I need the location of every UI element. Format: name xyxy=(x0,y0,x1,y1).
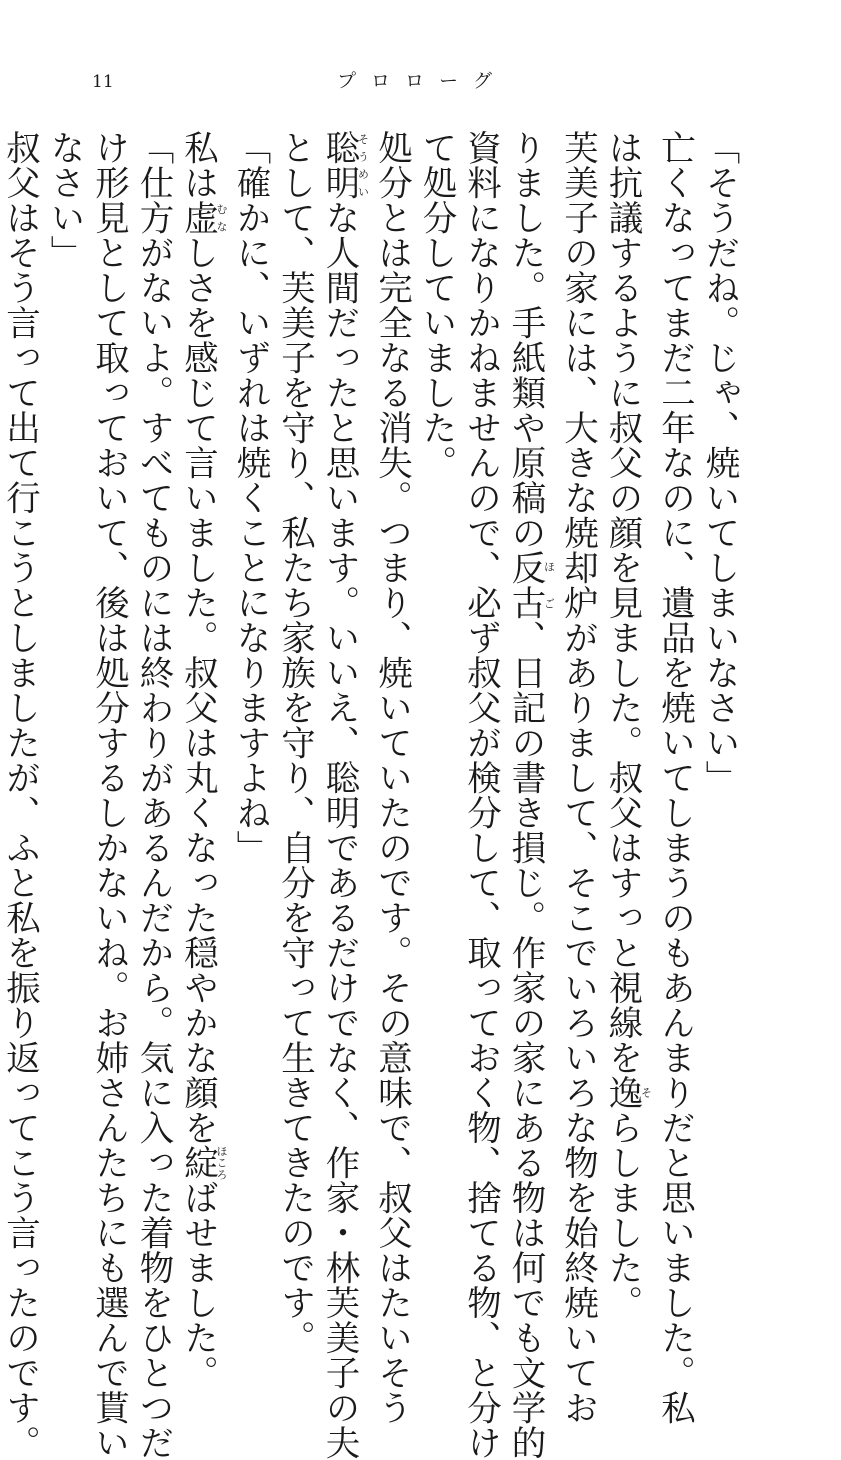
text-column: て処分していました。 xyxy=(416,130,456,480)
text-column: け形見として取っておいて、後は処分するしかないね。お姉さんたちにも選んで貰い xyxy=(88,130,129,1460)
text-column: として、芙美子を守り、私たち家族を守り、自分を守って生きてきたのです。 xyxy=(274,130,315,1355)
text-column: 芙美子の家には、大きな焼却炉がありまして、そこでいろいろな物を始終焼いてお xyxy=(557,130,598,1425)
running-head: プロローグ xyxy=(337,70,508,92)
text-column: 処分とは完全なる消失。つまり、焼いていたのです。その意味で、叔父はたいそう xyxy=(371,130,412,1425)
ruby-reading: ほころ xyxy=(215,1145,228,1180)
text-column: りました。手紙類や原稿の反古ほご、日記の書き損じ。作家の家にある物は何でも文学的 xyxy=(505,130,556,1460)
body-text xyxy=(0,130,741,1460)
ruby-reading: むな xyxy=(215,200,228,235)
ruby-reading: ほご xyxy=(542,550,556,620)
text-column: 資料になりかねませんので、必ず叔父が検分して、取っておく物、捨てる物、と分け xyxy=(460,130,501,1460)
text-column: 聡明そうめいな人間だったと思います。いいえ、聡明であるだけでなく、作家・林芙美子の夫 xyxy=(319,130,370,1460)
text-column: は抗議するように叔父の顔を見ました。叔父はすっと視線を逸そらしました。 xyxy=(602,130,653,1320)
ruby-reading: そうめい xyxy=(356,130,370,200)
text-column: 「確かに、いずれは焼くことになりますよね」 xyxy=(230,130,270,865)
text-column: なさい」 xyxy=(44,130,84,270)
page-number: 11 xyxy=(92,72,114,92)
text-column: 私は虚むなしさを感じて言いました。叔父は丸くなった穏やかな顔を綻ほころばせました。 xyxy=(177,130,228,1390)
ruby-reading: そ xyxy=(639,1075,653,1110)
text-column: 「仕方がないよ。すべてものには終わりがあるんだから。気に入った着物をひとつだ xyxy=(133,130,173,1460)
text-column: 「そうだね。じゃ、焼いてしまいなさい」 xyxy=(699,130,739,795)
text-column: 叔父はそう言って出て行こうとしましたが、ふと私を振り返ってこう言ったのです。 xyxy=(0,130,40,1460)
text-column: 亡くなってまだ二年なのに、遺品を焼いてしまうのもあんまりだと思いました。私 xyxy=(654,130,695,1425)
